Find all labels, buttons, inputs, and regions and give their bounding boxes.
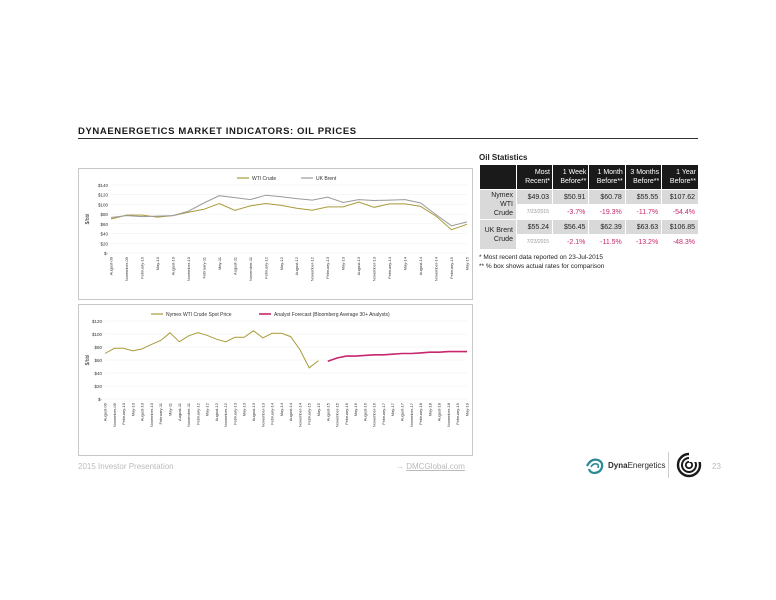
y-tick-label: $-: [103, 251, 108, 256]
x-tick-label: November-11: [186, 403, 192, 427]
x-tick-label: May-19: [464, 403, 470, 417]
stats-label-wti: Nymex WTI Crude: [480, 190, 516, 219]
x-tick-label: August-18: [436, 403, 442, 422]
x-tick-label: May-11: [216, 257, 222, 271]
x-tick-label: November-15: [334, 403, 340, 428]
x-tick-label: May-13: [340, 257, 346, 271]
stats-pct: -11.5%: [589, 235, 624, 249]
x-tick-label: February-13: [232, 403, 238, 425]
oil-forecast-svg: [79, 305, 472, 455]
x-tick-label: November-17: [408, 403, 414, 428]
x-tick-label: November-09: [111, 403, 117, 428]
stats-value: $63.63: [626, 220, 661, 234]
x-tick-label: February-12: [195, 403, 201, 425]
x-tick-label: August-13: [251, 403, 257, 422]
stats-pct: -19.3%: [589, 205, 624, 219]
x-tick-label: February-11: [201, 257, 207, 279]
stats-note-2: ** % box shows actual rates for comparison: [479, 263, 605, 270]
footer-website-link[interactable]: [396, 462, 465, 471]
legend-label: Analyst Forecast (Bloomberg Average 30+ Analysts): [274, 311, 390, 318]
x-tick-label: May-10: [130, 403, 136, 417]
x-tick-label: May-10: [154, 257, 160, 271]
oil-price-history-svg: [79, 169, 472, 299]
dmc-logo: [676, 452, 702, 478]
x-tick-label: May-11: [167, 403, 173, 417]
stats-pct: -54.4%: [662, 205, 698, 219]
y-axis-label: $/bbl: [85, 354, 91, 366]
x-tick-label: May-12: [278, 257, 284, 271]
x-tick-label: November-10: [185, 257, 191, 282]
x-tick-label: August-16: [362, 403, 368, 422]
x-tick-label: August-10: [139, 403, 145, 422]
stats-header-1-month: 1 Month Before**: [589, 165, 624, 189]
oil-statistics-panel: [479, 153, 699, 271]
x-tick-label: May-18: [427, 403, 433, 417]
x-tick-label: February-12: [263, 257, 269, 279]
y-tick-label: $40: [100, 231, 108, 237]
legend-label: WTI Crude: [252, 175, 277, 182]
page-number: 23: [712, 462, 721, 471]
x-tick-label: February-14: [269, 403, 275, 425]
stats-value: $107.62: [662, 190, 698, 204]
stats-row-brent-values: [480, 220, 698, 234]
stats-header-row: [480, 165, 698, 189]
footer-website-text: DMCGlobal.com: [406, 462, 465, 471]
y-tick-label: $100: [91, 332, 102, 337]
x-tick-label: August-09: [108, 257, 114, 276]
stats-value: $50.91: [553, 190, 588, 204]
x-tick-label: August-11: [176, 403, 182, 421]
stats-date: 7/23/2015: [517, 235, 552, 249]
stats-value: $49.03: [517, 190, 552, 204]
x-tick-label: August-12: [294, 257, 300, 276]
stats-value: $106.85: [662, 220, 698, 234]
x-tick-label: May-15: [464, 257, 470, 271]
dynaenergetics-logo-icon: [584, 455, 606, 477]
x-tick-label: May-13: [241, 403, 247, 417]
x-tick-label: May-15: [315, 403, 321, 417]
logo-divider: [668, 452, 669, 478]
y-tick-label: $20: [94, 384, 102, 389]
y-tick-label: $60: [100, 221, 108, 227]
stats-pct: -11.7%: [626, 205, 661, 219]
x-tick-label: November-11: [247, 257, 253, 281]
oil-price-history-chart: [78, 168, 473, 300]
legend-label: UK Brent: [316, 175, 337, 182]
x-tick-label: November-18: [445, 403, 451, 428]
stats-header-most-recent: Most Recent*: [517, 165, 552, 189]
x-tick-label: August-11: [232, 257, 238, 275]
x-tick-label: February-18: [418, 403, 424, 425]
stats-pct: -3.7%: [553, 205, 588, 219]
x-tick-label: November-13: [371, 257, 377, 282]
oil-forecast-chart: [78, 304, 473, 456]
series-line: [105, 331, 319, 368]
title-divider: [78, 138, 698, 139]
x-tick-label: August-12: [213, 403, 219, 422]
x-tick-label: May-17: [390, 403, 396, 417]
stats-value: $60.78: [589, 190, 624, 204]
x-tick-label: August-14: [418, 257, 424, 276]
x-tick-label: November-14: [297, 403, 303, 428]
x-tick-label: August-09: [102, 403, 108, 422]
x-tick-label: May-14: [278, 403, 284, 417]
page-title: DYNAENERGETICS MARKET INDICATORS: OIL PRICES: [78, 126, 357, 137]
x-tick-label: August-10: [170, 257, 176, 276]
oil-statistics-title: Oil Statistics: [479, 153, 528, 162]
x-tick-label: August-14: [288, 403, 294, 422]
stats-value: $62.39: [589, 220, 624, 234]
stats-header-1-week: 1 Week Before**: [553, 165, 588, 189]
y-tick-label: $80: [94, 345, 102, 350]
y-tick-label: $40: [94, 371, 102, 376]
stats-pct: -13.2%: [626, 235, 661, 249]
stats-header-1-year: 1 Year Before**: [662, 165, 698, 189]
x-tick-label: February-11: [158, 403, 164, 425]
x-tick-label: November-13: [260, 403, 266, 428]
x-tick-label: November-14: [433, 257, 439, 282]
y-tick-label: $20: [100, 241, 108, 247]
x-tick-label: February-15: [449, 257, 455, 279]
dmc-spiral-icon: [676, 452, 702, 478]
y-tick-label: $140: [97, 183, 108, 188]
y-tick-label: $120: [97, 192, 108, 198]
y-tick-label: $80: [100, 212, 108, 218]
x-tick-label: February-14: [387, 257, 393, 279]
x-tick-label: August-17: [399, 403, 405, 422]
footer-presentation-label: 2015 Investor Presentation: [78, 462, 174, 471]
stats-header-blank: [480, 165, 516, 189]
x-tick-label: August-15: [325, 403, 331, 422]
x-tick-label: November-10: [148, 403, 154, 428]
y-tick-label: $60: [94, 358, 102, 363]
stats-row-wti-values: [480, 190, 698, 204]
stats-value: $56.45: [553, 220, 588, 234]
y-tick-label: $-: [97, 397, 102, 402]
x-tick-label: February-10: [139, 257, 145, 279]
x-tick-label: August-13: [356, 257, 362, 276]
stats-label-brent: UK Brent Crude: [480, 220, 516, 249]
x-tick-label: February-15: [306, 403, 312, 425]
dynaenergetics-wordmark: DynaEnergetics: [608, 461, 666, 470]
x-tick-label: February-17: [380, 403, 386, 425]
legend-label: Nymex WTI Crude Spot Price: [166, 311, 232, 318]
x-tick-label: November-12: [223, 403, 229, 428]
oil-statistics-table: [479, 164, 699, 250]
x-tick-label: February-16: [343, 403, 349, 425]
stats-pct: -2.1%: [553, 235, 588, 249]
stats-header-3-months: 3 Months Before**: [626, 165, 661, 189]
y-tick-label: $120: [91, 319, 102, 324]
stats-value: $55.55: [626, 190, 661, 204]
stats-pct: -48.3%: [662, 235, 698, 249]
x-tick-label: February-19: [455, 403, 461, 425]
x-tick-label: November-09: [123, 257, 129, 282]
x-tick-label: November-16: [371, 403, 377, 428]
y-tick-label: $100: [97, 202, 108, 208]
x-tick-label: May-16: [353, 403, 359, 417]
stats-note-1: * Most recent data reported on 23-Jul-2015: [479, 254, 603, 261]
x-tick-label: February-10: [121, 403, 127, 425]
dynaenergetics-logo: [584, 455, 664, 477]
y-axis-label: $/bbl: [85, 213, 91, 225]
x-tick-label: May-14: [402, 257, 408, 271]
arrow-right-icon: →: [396, 462, 404, 471]
x-tick-label: November-12: [309, 257, 315, 282]
stats-date: 7/23/2015: [517, 205, 552, 219]
stats-value: $55.24: [517, 220, 552, 234]
x-tick-label: February-13: [325, 257, 331, 279]
series-line: [111, 195, 467, 226]
x-tick-label: May-12: [204, 403, 210, 417]
